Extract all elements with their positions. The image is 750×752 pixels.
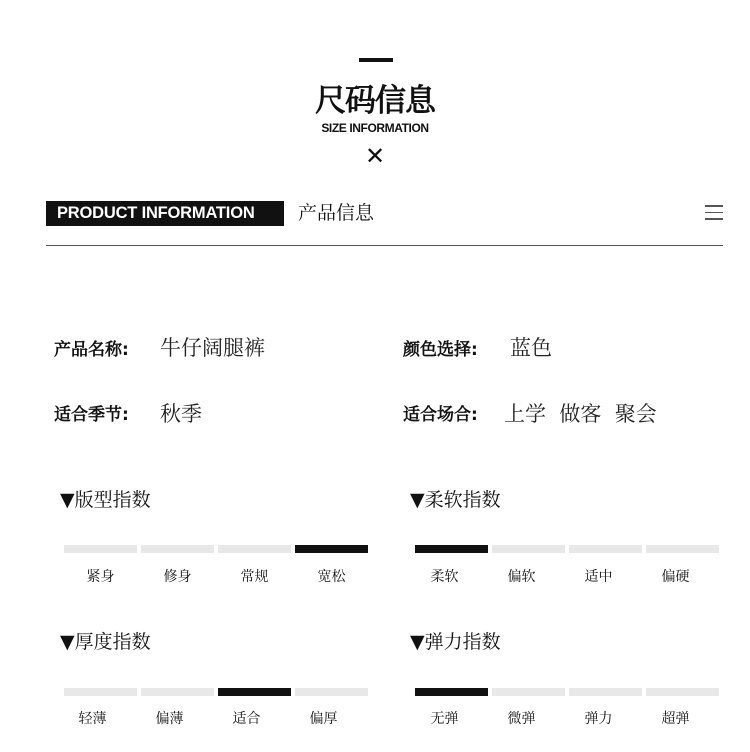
occasion-label: 适合场合: xyxy=(403,405,478,425)
softness-index-bar xyxy=(415,545,719,553)
thickness-index-title: ▼厚度指数 xyxy=(60,631,151,653)
softness-option: 偏硬 xyxy=(661,569,690,585)
softness-index-title: ▼柔软指数 xyxy=(410,489,501,511)
softness-index-options xyxy=(408,567,712,587)
thickness-index-bar xyxy=(64,688,368,696)
fit-index-options xyxy=(64,567,368,587)
elasticity-index-bar xyxy=(415,688,719,696)
section-label-cn: 产品信息 xyxy=(298,202,375,224)
softness-index-segment xyxy=(415,545,488,553)
menu-icon[interactable] xyxy=(705,205,723,220)
fit-index-title: ▼版型指数 xyxy=(60,489,151,511)
season-value: 秋季 xyxy=(160,402,202,426)
elasticity-index-title: ▼弹力指数 xyxy=(410,631,501,653)
occasion-value: 上学 做客 聚会 xyxy=(504,402,657,426)
fit-option: 修身 xyxy=(163,569,192,585)
fit-index-segment xyxy=(218,545,291,553)
thickness-index-segment xyxy=(141,688,214,696)
elasticity-option: 超弹 xyxy=(661,711,690,727)
thickness-index-segment xyxy=(218,688,291,696)
thickness-option: 偏薄 xyxy=(155,711,184,727)
fit-option: 宽松 xyxy=(317,569,346,585)
elasticity-option: 弹力 xyxy=(584,711,613,727)
color-label: 颜色选择: xyxy=(403,340,478,360)
product-name-value: 牛仔阔腿裤 xyxy=(160,336,265,360)
season-label: 适合季节: xyxy=(54,405,129,425)
section-label-en: PRODUCT INFORMATION xyxy=(46,201,284,226)
fit-index-bar xyxy=(64,545,368,553)
elasticity-index-segment xyxy=(646,688,719,696)
thickness-option: 适合 xyxy=(232,711,261,727)
fit-option: 紧身 xyxy=(86,569,115,585)
fit-option: 常规 xyxy=(240,569,269,585)
thickness-option: 轻薄 xyxy=(78,711,107,727)
elasticity-index-options xyxy=(408,709,712,729)
product-name-label: 产品名称: xyxy=(54,340,129,360)
page-title: 尺码信息 xyxy=(315,83,435,119)
softness-index-segment xyxy=(646,545,719,553)
thickness-index-segment xyxy=(295,688,368,696)
cross-icon: ✕ xyxy=(364,142,386,170)
elasticity-index-segment xyxy=(415,688,488,696)
section-divider xyxy=(46,245,723,246)
elasticity-option: 微弹 xyxy=(507,711,536,727)
color-value: 蓝色 xyxy=(510,336,552,360)
thickness-option: 偏厚 xyxy=(309,711,338,727)
softness-option: 适中 xyxy=(584,569,613,585)
thickness-index-options xyxy=(56,709,360,729)
elasticity-index-segment xyxy=(492,688,565,696)
thickness-index-segment xyxy=(64,688,137,696)
softness-index-segment xyxy=(492,545,565,553)
softness-option: 柔软 xyxy=(430,569,459,585)
top-dash-divider xyxy=(359,58,393,62)
page-subtitle: SIZE INFORMATION xyxy=(321,121,429,135)
elasticity-index-segment xyxy=(569,688,642,696)
fit-index-segment xyxy=(64,545,137,553)
softness-option: 偏软 xyxy=(507,569,536,585)
softness-index-segment xyxy=(569,545,642,553)
fit-index-segment xyxy=(295,545,368,553)
elasticity-option: 无弹 xyxy=(430,711,459,727)
fit-index-segment xyxy=(141,545,214,553)
